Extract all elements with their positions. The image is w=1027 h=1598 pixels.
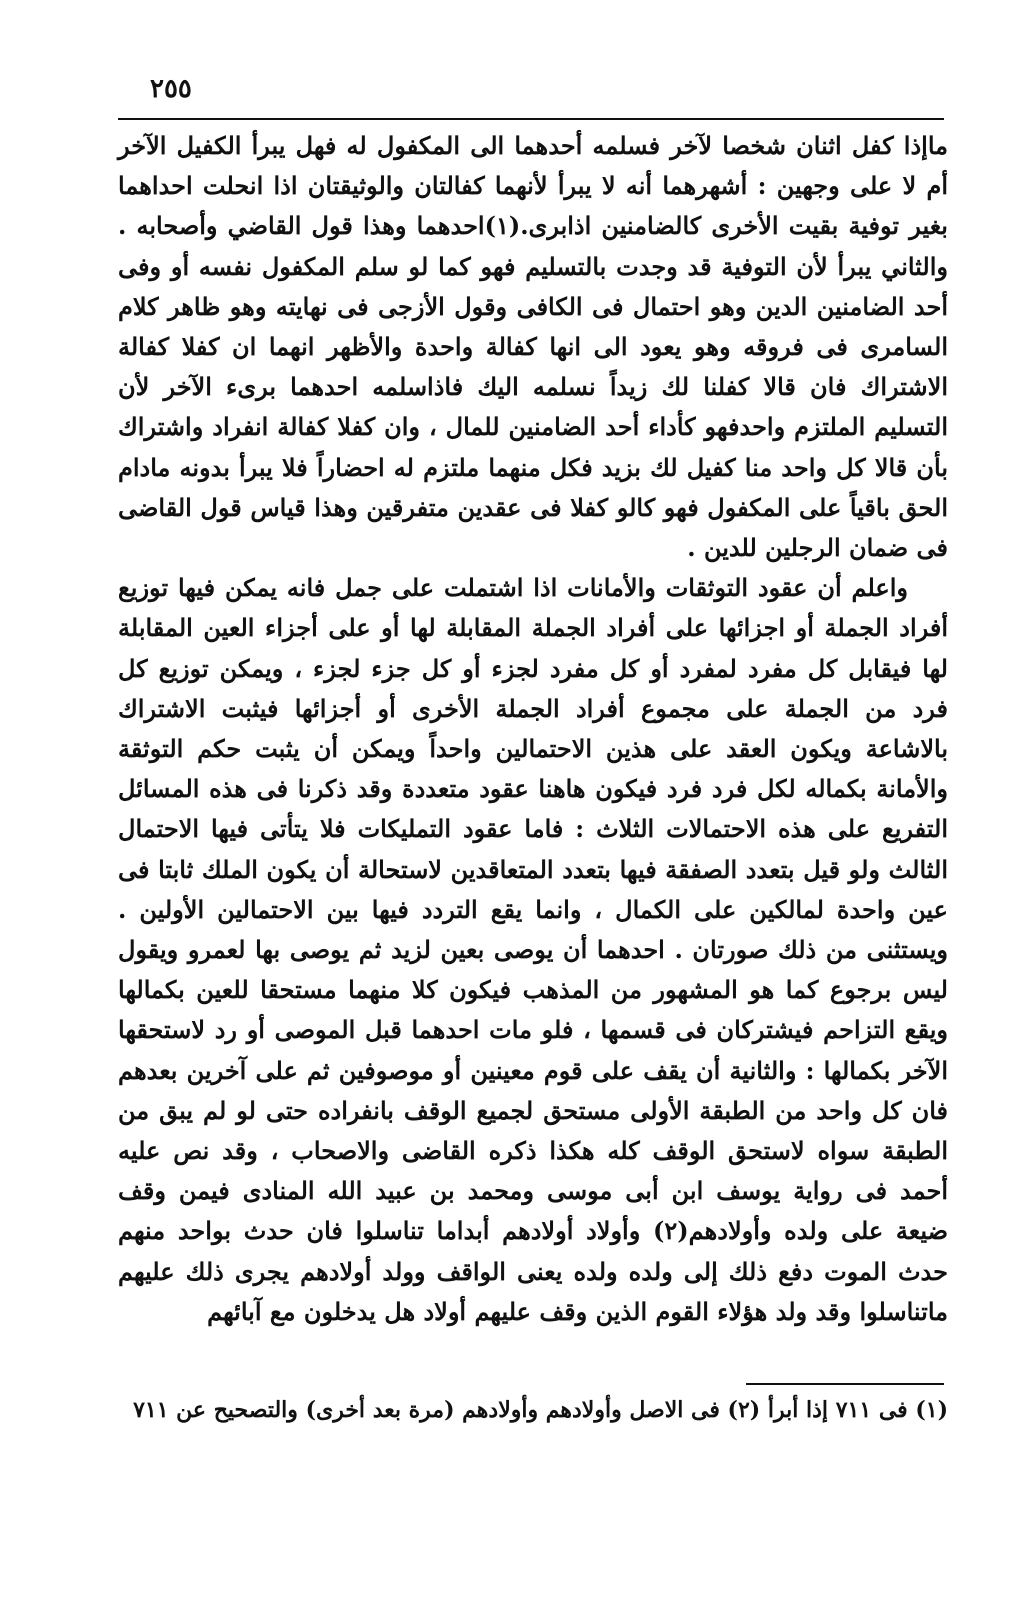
paragraph-1: ماإذا كفل اثنان شخصا لآخر فسلمه أحدهما الى المكفول له فهل يبرأ الكفيل الآخر أم لا على وجهين : أشهرهما أنه لا يبرأ لأنهما كفالتان والوثيقتان اذا انحلت احداهما بغير توفية بقيت الأخرى كالضامنين اذابرى.(١)احدهما وهذا قول القاضي وأصحابه . والثاني يبرأ لأن التوفية قد وجدت بالتسليم فهو كما لو سلم المكفول نفسه أو وفى أحد الضامنين الدين وهو احتمال فى الكافى وقول الأزجى فى نهايته وهو ظاهر كلام السامرى فى فروقه وهو يعود الى انها كفالة واحدة والأظهر انهما ان كفلا كفالة الاشتراك فان قالا كفلنا لك زيداً نسلمه اليك فاذاسلمه احدهما برىء الآخر لأن التسليم الملتزم واحدفهو كأداء أحد الضامنين للمال ، وان كفلا كفالة انفراد واشتراك بأن قالا كل واحد منا كفيل لك بزيد فكل منهما ملتزم له احضاراً فلا يبرأ بدونه مادام الحق باقياً على المكفول فهو كالو كفلا فى عقدين متفرقين وهذا قياس قول القاضى فى ضمان الرجلين للدين . (118, 131, 949, 563)
footnote: (١) فى ٧١١ إذا أبرأ (٢) فى الاصل وأولادهم وأولادهم (مرة بعد أخرى) والتصحيح عن ٧١١ (133, 1397, 948, 1423)
footnote-rule (746, 1383, 944, 1385)
paragraph-2: واعلم أن عقود التوثقات والأمانات اذا اشتملت على جمل فانه يمكن فيها توزيع أفراد الجملة أو اجزائها على أفراد الجملة المقابلة لها أو على أجزاء العين المقابلة لها فيقابل كل مفرد لمفرد أو كل مفرد لجزء أو كل جزء لجزء ، ويمكن توزيع كل فرد من الجملة على مجموع أفراد الجملة الأخرى أو أجزائها فيثبت الاشتراك بالاشاعة ويكون العقد على هذين الاحتمالين واحداً ويمكن أن يثبت حكم التوثقة والأمانة بكماله لكل فرد فرد فيكون هاهنا عقود متعددة وقد ذكرنا فى هذه المسائل التفريع على هذه الاحتمالات الثلاث : فاما عقود التمليكات فلا يتأتى فيها الاحتمال الثالث ولو قيل بتعدد الصفقة فيها بتعدد المتعاقدين لاستحالة أن يكون الملك ثابتا فى عين واحدة لمالكين على الكمال ، وانما يقع التردد فيها بين الاحتمالين الأولين . ويستثنى من ذلك صورتان . احدهما أن يوصى بعين لزيد ثم يوصى بها لعمرو ويقول ليس برجوع كما هو المشهور من المذهب فيكون كلا منهما مستحقا للعين بكمالها ويقع التزاحم فيشتركان فى قسمها ، فلو مات احدهما قبل الموصى أو رد لاستحقها الآخر بكمالها : والثانية أن يقف على قوم معينين أو موصوفين ثم على آخرين بعدهم فان كل واحد من الطبقة الأولى مستحق لجميع الوقف بانفراده حتى لو لم يبق من الطبقة سواه لاستحق الوقف كله هكذا ذكره القاضى والاصحاب ، وقد نص عليه أحمد فى رواية يوسف ابن أبى موسى ومحمد بن عبيد الله المنادى فيمن وقف ضيعة على ولده وأولادهم(٢) وأولاد أولادهم أبداما تناسلوا فان حدث بواحد منهم حدث الموت دفع ذلك إلى ولده ولده يعنى الواقف وولد أولادهم يجرى ذلك عليهم ماتناسلوا وقد ولد هؤلاء القوم الذين وقف عليهم أولاد هل يدخلون مع آبائهم (118, 573, 949, 1326)
page-number: ٢٥٥ (150, 74, 192, 104)
main-text (118, 126, 948, 1332)
header-rule (118, 118, 944, 120)
